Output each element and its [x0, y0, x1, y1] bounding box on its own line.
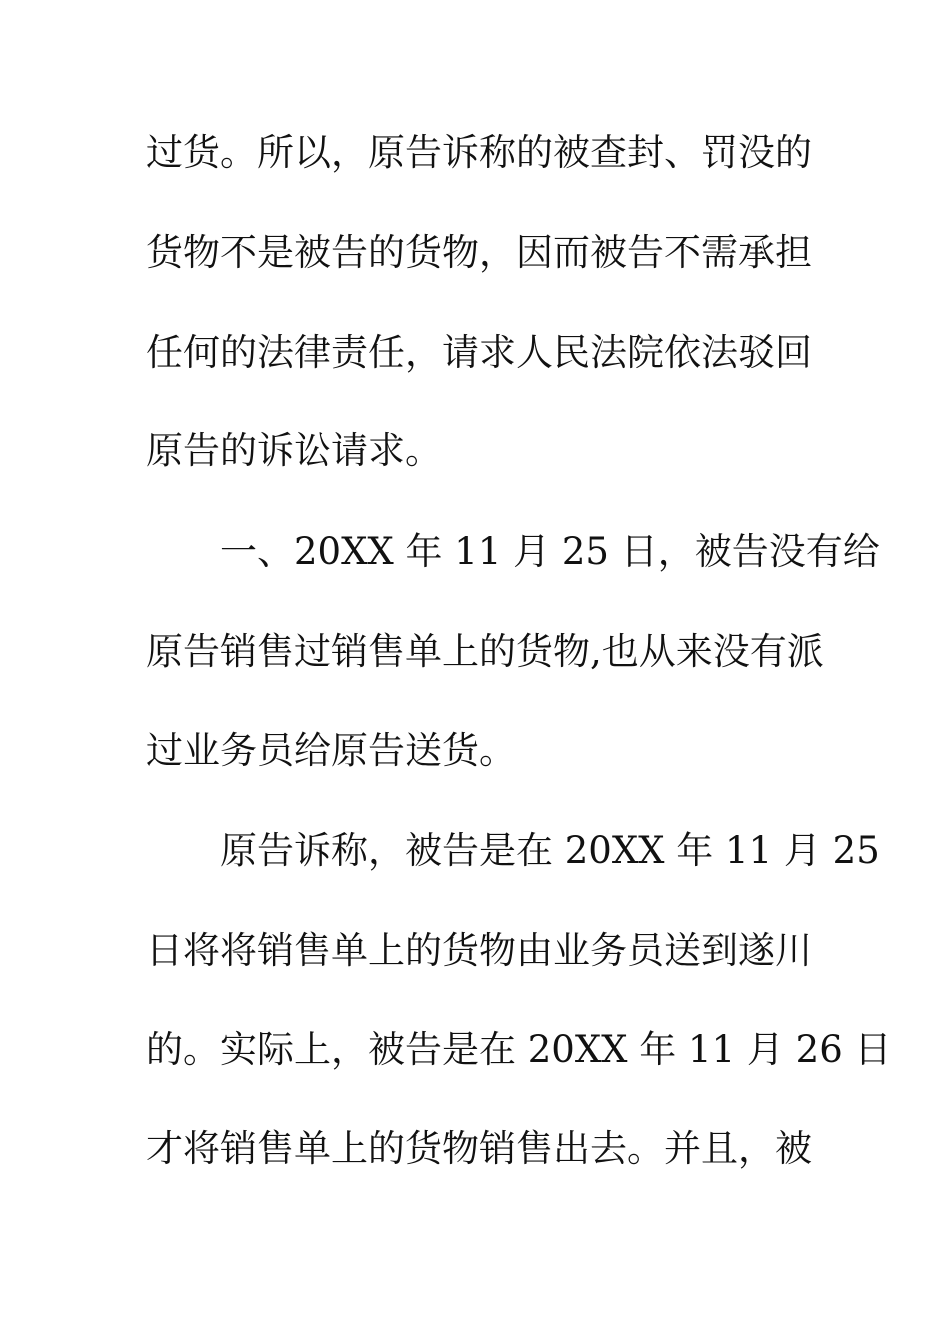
text-line-3: 任何的法律责任，请求人民法院依法驳回: [146, 331, 812, 374]
text-line-6: 原告销售过销售单上的货物,也从来没有派: [146, 630, 824, 673]
text-line-4: 原告的诉讼请求。: [146, 429, 442, 472]
text-line-2: 货物不是被告的货物，因而被告不需承担: [146, 231, 812, 274]
text-line-5: 一、20XX 年 11 月 25 日，被告没有给: [220, 530, 880, 573]
text-line-7: 过业务员给原告送货。: [146, 729, 516, 772]
text-line-9: 日将将销售单上的货物由业务员送到遂川: [146, 929, 812, 972]
text-line-11: 才将销售单上的货物销售出去。并且，被: [146, 1127, 812, 1170]
text-line-8: 原告诉称，被告是在 20XX 年 11 月 25: [220, 829, 880, 872]
text-line-10: 的。实际上，被告是在 20XX 年 11 月 26 日: [146, 1028, 892, 1071]
text-line-1: 过货。所以，原告诉称的被查封、罚没的: [146, 131, 812, 174]
